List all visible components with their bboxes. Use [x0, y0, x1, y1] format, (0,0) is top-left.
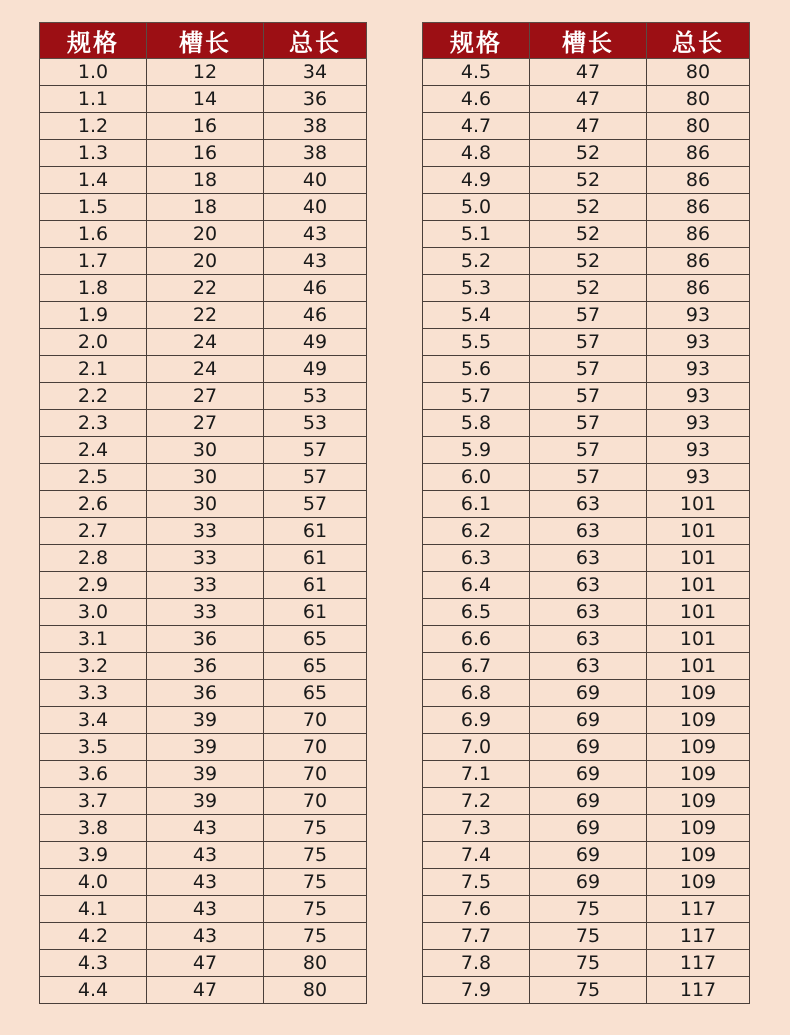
cell-groove-length: 18 [147, 194, 264, 221]
table-header-row [40, 23, 367, 59]
table-body [423, 59, 750, 1004]
cell-spec: 3.8 [40, 815, 147, 842]
cell-total-length: 80 [647, 113, 750, 140]
table-row [40, 815, 367, 842]
cell-spec: 6.7 [423, 653, 530, 680]
cell-total-length: 53 [264, 383, 367, 410]
table-row [423, 275, 750, 302]
cell-groove-length: 69 [530, 869, 647, 896]
cell-groove-length: 24 [147, 356, 264, 383]
table-row [423, 626, 750, 653]
cell-groove-length: 52 [530, 248, 647, 275]
cell-total-length: 93 [647, 464, 750, 491]
cell-spec: 2.5 [40, 464, 147, 491]
cell-groove-length: 16 [147, 113, 264, 140]
header-groove-length: 槽长 [530, 23, 647, 59]
table-row [423, 113, 750, 140]
cell-groove-length: 47 [147, 950, 264, 977]
cell-groove-length: 27 [147, 410, 264, 437]
cell-total-length: 117 [647, 977, 750, 1004]
cell-groove-length: 12 [147, 59, 264, 86]
table-row [40, 221, 367, 248]
cell-groove-length: 22 [147, 275, 264, 302]
table-row [423, 194, 750, 221]
table-row [423, 86, 750, 113]
cell-total-length: 101 [647, 518, 750, 545]
cell-total-length: 75 [264, 923, 367, 950]
cell-groove-length: 20 [147, 221, 264, 248]
cell-spec: 2.2 [40, 383, 147, 410]
cell-groove-length: 33 [147, 518, 264, 545]
table-row [423, 653, 750, 680]
table-row [40, 734, 367, 761]
cell-groove-length: 20 [147, 248, 264, 275]
table-row [423, 734, 750, 761]
cell-groove-length: 47 [530, 86, 647, 113]
table-row [423, 869, 750, 896]
cell-total-length: 36 [264, 86, 367, 113]
table-row [423, 248, 750, 275]
cell-total-length: 80 [647, 59, 750, 86]
cell-spec: 2.6 [40, 491, 147, 518]
cell-total-length: 109 [647, 680, 750, 707]
table-row [40, 950, 367, 977]
cell-total-length: 40 [264, 194, 367, 221]
cell-total-length: 57 [264, 464, 367, 491]
cell-spec: 1.5 [40, 194, 147, 221]
cell-spec: 6.1 [423, 491, 530, 518]
cell-spec: 3.2 [40, 653, 147, 680]
table-row [423, 356, 750, 383]
cell-groove-length: 69 [530, 815, 647, 842]
cell-total-length: 40 [264, 167, 367, 194]
table-row [423, 167, 750, 194]
table-row [40, 842, 367, 869]
cell-groove-length: 69 [530, 842, 647, 869]
table-row [40, 923, 367, 950]
cell-spec: 1.4 [40, 167, 147, 194]
table-row [40, 59, 367, 86]
cell-spec: 7.9 [423, 977, 530, 1004]
cell-spec: 5.1 [423, 221, 530, 248]
cell-total-length: 57 [264, 437, 367, 464]
cell-spec: 5.0 [423, 194, 530, 221]
cell-total-length: 75 [264, 869, 367, 896]
cell-spec: 5.6 [423, 356, 530, 383]
table-row [423, 815, 750, 842]
cell-spec: 2.1 [40, 356, 147, 383]
cell-spec: 6.4 [423, 572, 530, 599]
cell-spec: 3.3 [40, 680, 147, 707]
cell-spec: 1.1 [40, 86, 147, 113]
cell-total-length: 75 [264, 896, 367, 923]
table-row [423, 680, 750, 707]
header-total-length: 总长 [647, 23, 750, 59]
cell-spec: 5.8 [423, 410, 530, 437]
cell-groove-length: 30 [147, 491, 264, 518]
cell-groove-length: 52 [530, 221, 647, 248]
table-row [423, 491, 750, 518]
table-row [423, 383, 750, 410]
cell-groove-length: 16 [147, 140, 264, 167]
cell-groove-length: 22 [147, 302, 264, 329]
cell-groove-length: 63 [530, 653, 647, 680]
cell-spec: 1.0 [40, 59, 147, 86]
cell-groove-length: 43 [147, 896, 264, 923]
cell-spec: 4.0 [40, 869, 147, 896]
cell-total-length: 109 [647, 869, 750, 896]
cell-spec: 7.1 [423, 761, 530, 788]
cell-total-length: 43 [264, 248, 367, 275]
cell-groove-length: 36 [147, 653, 264, 680]
cell-spec: 3.1 [40, 626, 147, 653]
cell-total-length: 75 [264, 842, 367, 869]
table-row [423, 842, 750, 869]
cell-spec: 2.8 [40, 545, 147, 572]
cell-total-length: 61 [264, 572, 367, 599]
table-row [40, 410, 367, 437]
cell-groove-length: 36 [147, 626, 264, 653]
spec-table-right [422, 22, 750, 1004]
cell-total-length: 93 [647, 329, 750, 356]
header-spec: 规格 [40, 23, 147, 59]
table-row [40, 437, 367, 464]
cell-groove-length: 63 [530, 518, 647, 545]
table-row [423, 410, 750, 437]
table-row [423, 599, 750, 626]
cell-spec: 6.5 [423, 599, 530, 626]
table-row [423, 59, 750, 86]
cell-spec: 4.9 [423, 167, 530, 194]
cell-total-length: 75 [264, 815, 367, 842]
header-total-length: 总长 [264, 23, 367, 59]
cell-groove-length: 75 [530, 896, 647, 923]
cell-total-length: 43 [264, 221, 367, 248]
cell-groove-length: 39 [147, 734, 264, 761]
cell-groove-length: 57 [530, 356, 647, 383]
cell-spec: 7.8 [423, 950, 530, 977]
cell-total-length: 109 [647, 842, 750, 869]
table-row [423, 140, 750, 167]
cell-spec: 3.7 [40, 788, 147, 815]
table-row [40, 113, 367, 140]
cell-total-length: 70 [264, 707, 367, 734]
cell-groove-length: 63 [530, 626, 647, 653]
cell-groove-length: 52 [530, 167, 647, 194]
table-row [40, 86, 367, 113]
table-row [40, 788, 367, 815]
cell-spec: 4.7 [423, 113, 530, 140]
cell-total-length: 101 [647, 626, 750, 653]
cell-total-length: 61 [264, 545, 367, 572]
table-row [423, 707, 750, 734]
cell-spec: 5.2 [423, 248, 530, 275]
cell-total-length: 86 [647, 140, 750, 167]
cell-total-length: 38 [264, 113, 367, 140]
table-header-row [423, 23, 750, 59]
cell-spec: 7.7 [423, 923, 530, 950]
header-groove-length: 槽长 [147, 23, 264, 59]
cell-groove-length: 69 [530, 707, 647, 734]
table-row [423, 572, 750, 599]
cell-groove-length: 33 [147, 599, 264, 626]
cell-groove-length: 75 [530, 977, 647, 1004]
cell-spec: 3.5 [40, 734, 147, 761]
table-row [423, 437, 750, 464]
cell-spec: 2.9 [40, 572, 147, 599]
spec-table-left [39, 22, 367, 1004]
cell-total-length: 70 [264, 788, 367, 815]
cell-groove-length: 69 [530, 734, 647, 761]
cell-spec: 1.9 [40, 302, 147, 329]
cell-total-length: 57 [264, 491, 367, 518]
table-row [423, 977, 750, 1004]
cell-total-length: 61 [264, 599, 367, 626]
cell-groove-length: 47 [147, 977, 264, 1004]
cell-total-length: 86 [647, 248, 750, 275]
cell-total-length: 65 [264, 680, 367, 707]
table-row [40, 545, 367, 572]
table-row [40, 248, 367, 275]
cell-total-length: 101 [647, 653, 750, 680]
cell-groove-length: 63 [530, 545, 647, 572]
cell-groove-length: 33 [147, 572, 264, 599]
cell-spec: 7.3 [423, 815, 530, 842]
table-row [423, 464, 750, 491]
cell-total-length: 46 [264, 275, 367, 302]
cell-total-length: 101 [647, 572, 750, 599]
cell-groove-length: 57 [530, 383, 647, 410]
table-row [423, 950, 750, 977]
cell-spec: 1.3 [40, 140, 147, 167]
table-row [40, 356, 367, 383]
cell-total-length: 49 [264, 356, 367, 383]
cell-total-length: 117 [647, 896, 750, 923]
cell-groove-length: 63 [530, 572, 647, 599]
cell-groove-length: 24 [147, 329, 264, 356]
cell-total-length: 117 [647, 950, 750, 977]
table-row [40, 464, 367, 491]
cell-total-length: 70 [264, 761, 367, 788]
cell-groove-length: 52 [530, 194, 647, 221]
cell-total-length: 109 [647, 788, 750, 815]
table-row [40, 761, 367, 788]
table-row [40, 275, 367, 302]
cell-spec: 3.0 [40, 599, 147, 626]
cell-spec: 4.1 [40, 896, 147, 923]
cell-total-length: 65 [264, 653, 367, 680]
table-row [40, 653, 367, 680]
cell-groove-length: 39 [147, 761, 264, 788]
cell-groove-length: 63 [530, 491, 647, 518]
cell-groove-length: 39 [147, 788, 264, 815]
cell-spec: 1.6 [40, 221, 147, 248]
cell-total-length: 93 [647, 437, 750, 464]
cell-spec: 3.9 [40, 842, 147, 869]
table-row [423, 329, 750, 356]
cell-spec: 5.3 [423, 275, 530, 302]
cell-spec: 6.3 [423, 545, 530, 572]
cell-spec: 4.2 [40, 923, 147, 950]
cell-groove-length: 27 [147, 383, 264, 410]
cell-spec: 4.4 [40, 977, 147, 1004]
cell-total-length: 109 [647, 761, 750, 788]
table-row [423, 221, 750, 248]
cell-spec: 5.4 [423, 302, 530, 329]
cell-groove-length: 43 [147, 842, 264, 869]
cell-spec: 7.2 [423, 788, 530, 815]
cell-groove-length: 75 [530, 923, 647, 950]
cell-total-length: 101 [647, 491, 750, 518]
cell-groove-length: 33 [147, 545, 264, 572]
cell-spec: 4.3 [40, 950, 147, 977]
cell-spec: 2.3 [40, 410, 147, 437]
cell-spec: 1.8 [40, 275, 147, 302]
cell-total-length: 86 [647, 275, 750, 302]
table-row [40, 896, 367, 923]
cell-spec: 5.7 [423, 383, 530, 410]
cell-groove-length: 75 [530, 950, 647, 977]
cell-groove-length: 57 [530, 302, 647, 329]
cell-groove-length: 39 [147, 707, 264, 734]
table-row [40, 599, 367, 626]
cell-groove-length: 43 [147, 923, 264, 950]
cell-total-length: 101 [647, 545, 750, 572]
table-row [423, 302, 750, 329]
table-row [40, 302, 367, 329]
cell-total-length: 80 [264, 977, 367, 1004]
cell-groove-length: 69 [530, 680, 647, 707]
cell-groove-length: 57 [530, 410, 647, 437]
cell-total-length: 86 [647, 221, 750, 248]
table-row [423, 788, 750, 815]
cell-spec: 7.4 [423, 842, 530, 869]
table-row [423, 545, 750, 572]
cell-spec: 5.5 [423, 329, 530, 356]
cell-spec: 1.7 [40, 248, 147, 275]
cell-spec: 6.9 [423, 707, 530, 734]
cell-spec: 6.8 [423, 680, 530, 707]
cell-total-length: 93 [647, 383, 750, 410]
table-row [40, 167, 367, 194]
cell-spec: 2.0 [40, 329, 147, 356]
table-row [40, 491, 367, 518]
cell-spec: 1.2 [40, 113, 147, 140]
cell-spec: 2.7 [40, 518, 147, 545]
cell-spec: 7.0 [423, 734, 530, 761]
table-row [40, 194, 367, 221]
cell-groove-length: 57 [530, 437, 647, 464]
cell-groove-length: 43 [147, 869, 264, 896]
cell-total-length: 101 [647, 599, 750, 626]
cell-total-length: 93 [647, 356, 750, 383]
cell-total-length: 61 [264, 518, 367, 545]
cell-groove-length: 30 [147, 464, 264, 491]
cell-total-length: 86 [647, 167, 750, 194]
cell-total-length: 109 [647, 734, 750, 761]
table-row [423, 896, 750, 923]
cell-total-length: 109 [647, 707, 750, 734]
cell-groove-length: 57 [530, 464, 647, 491]
cell-spec: 6.6 [423, 626, 530, 653]
table-row [40, 329, 367, 356]
cell-groove-length: 63 [530, 599, 647, 626]
cell-spec: 5.9 [423, 437, 530, 464]
cell-groove-length: 36 [147, 680, 264, 707]
table-row [40, 140, 367, 167]
cell-total-length: 93 [647, 410, 750, 437]
cell-groove-length: 30 [147, 437, 264, 464]
table-row [40, 383, 367, 410]
cell-total-length: 109 [647, 815, 750, 842]
table-row [40, 680, 367, 707]
cell-total-length: 80 [264, 950, 367, 977]
cell-total-length: 65 [264, 626, 367, 653]
cell-groove-length: 69 [530, 761, 647, 788]
cell-total-length: 117 [647, 923, 750, 950]
cell-total-length: 93 [647, 302, 750, 329]
cell-spec: 4.6 [423, 86, 530, 113]
cell-groove-length: 69 [530, 788, 647, 815]
header-spec: 规格 [423, 23, 530, 59]
cell-spec: 4.8 [423, 140, 530, 167]
cell-groove-length: 14 [147, 86, 264, 113]
table-body [40, 59, 367, 1004]
cell-groove-length: 52 [530, 140, 647, 167]
cell-spec: 2.4 [40, 437, 147, 464]
cell-total-length: 38 [264, 140, 367, 167]
cell-groove-length: 52 [530, 275, 647, 302]
cell-total-length: 86 [647, 194, 750, 221]
cell-spec: 3.6 [40, 761, 147, 788]
cell-spec: 6.2 [423, 518, 530, 545]
table-row [40, 707, 367, 734]
cell-groove-length: 47 [530, 59, 647, 86]
cell-total-length: 70 [264, 734, 367, 761]
cell-total-length: 34 [264, 59, 367, 86]
cell-total-length: 80 [647, 86, 750, 113]
cell-spec: 6.0 [423, 464, 530, 491]
table-row [40, 626, 367, 653]
table-row [40, 518, 367, 545]
cell-spec: 4.5 [423, 59, 530, 86]
cell-spec: 7.6 [423, 896, 530, 923]
cell-groove-length: 47 [530, 113, 647, 140]
table-row [40, 572, 367, 599]
cell-groove-length: 57 [530, 329, 647, 356]
cell-groove-length: 18 [147, 167, 264, 194]
table-row [40, 977, 367, 1004]
cell-groove-length: 43 [147, 815, 264, 842]
table-row [423, 518, 750, 545]
cell-total-length: 53 [264, 410, 367, 437]
cell-total-length: 49 [264, 329, 367, 356]
cell-spec: 7.5 [423, 869, 530, 896]
table-row [40, 869, 367, 896]
table-row [423, 761, 750, 788]
table-row [423, 923, 750, 950]
cell-spec: 3.4 [40, 707, 147, 734]
cell-total-length: 46 [264, 302, 367, 329]
